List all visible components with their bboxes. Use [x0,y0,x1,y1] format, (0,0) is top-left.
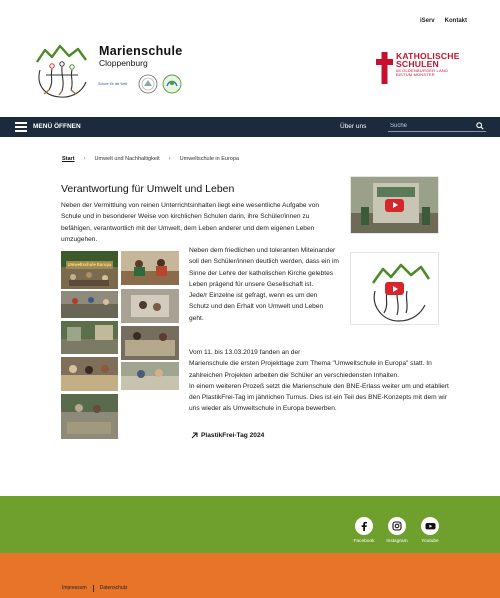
play-icon[interactable] [385,282,404,295]
facebook-link[interactable]: Facebook [349,517,379,544]
arrow-up-right-icon [191,432,198,439]
hamburger-icon[interactable] [15,122,27,132]
main-nav [0,117,500,137]
play-icon[interactable] [385,199,404,212]
gallery-photo[interactable] [121,326,179,360]
article-text-wrap [189,245,339,324]
about-us-link[interactable]: Über uns [340,123,367,130]
gallery-caption: Umweltschule Europa [67,262,112,267]
schule-fuer-die-welt-badge: Schule für die Welt [98,82,128,86]
iserv-link[interactable]: iServ [419,18,435,24]
school-name[interactable]: Marienschule [99,44,183,58]
datenschutz-link[interactable]: Datenschutz [99,585,128,591]
footer-divider [93,585,94,592]
gallery-photo[interactable] [121,251,179,285]
gallery-photo[interactable] [61,251,118,289]
video-thumbnail-1[interactable] [350,176,439,234]
search-icon[interactable] [476,122,484,130]
chevron-right-icon: › [168,156,171,162]
breadcrumb [62,156,239,162]
impressum-link[interactable]: Impressum [62,585,87,591]
paragraph-2: Jede/r Einzelne ist gefragt, wenn es um den Schutz und den Erhalt von Umwelt und Leben geht. [189,292,324,322]
paragraph-3a: Vom 11. bis 13.03.2019 fanden an der [189,349,301,356]
intro-text: Neben der Vermittlung von reinen Unterrichtsinhalten liegt eine wesentliche Aufgabe von Schule und in besonderer Weise von kirchlichen Schulen darin, ihre Schüler/innen zu befähigen, verantwortlich mit der Umwelt, dem Leben anderer und dem eigenen Leben umzugehen. [61,202,320,243]
katholische-schulen-logo[interactable]: KATHOLISCHE SCHULEN IM OLDENBURGER LAND BISTUM MÜNSTER [376,52,460,84]
footer-links [62,585,128,592]
chevron-right-icon: › [83,156,86,162]
paragraph-4: In einem weiteren Prozeß setzt die Marienschule den BNE-Erlass weiter um und etabliert den PlastikFrei-Tag im jährlichen Turnus. Dies ist ein Teil des BNE-Konzepts mit dem wir uns wieder als Umweltschule in Europa bewerben. [189,382,449,413]
search-input[interactable] [390,121,470,131]
gallery-photo[interactable] [61,291,118,318]
umweltschule-badge-icon [162,74,182,94]
plastikfrei-link[interactable] [191,432,264,439]
instagram-icon [392,521,402,531]
paragraph-1: Neben dem friedlichen und toleranten Miteinander soll den Schüler/innen deutlich werden, dass ein im Sinne der Lehre der katholischen Kirche gelebtes Leben prägend für unsere Gesellschaft ist. [189,247,339,288]
instagram-link[interactable]: Instagram [382,517,412,544]
school-logo-icon[interactable] [32,40,90,100]
breadcrumb-umwelt[interactable]: Umwelt und Nachhaltigkeit [94,156,160,162]
search-box [388,121,486,132]
plastikfrei-link-label: PlastikFrei-Tag 2024 [201,432,265,439]
youtube-link[interactable]: Youtube [415,517,445,544]
gallery-photo[interactable] [61,321,118,354]
cross-icon [376,52,393,84]
breadcrumb-current: Umweltschule in Europa [179,156,239,162]
school-city: Cloppenburg [99,58,148,68]
menu-open-button[interactable]: MENÜ ÖFFNEN [33,123,81,130]
partner-badges [98,74,182,94]
breadcrumb-start[interactable]: Start [62,156,75,162]
photo-gallery [61,251,179,439]
paragraph-3b: Marienschule die ersten Projekttage zum Thema "Umweltschule in Europa" statt. In zahlreichen Projekten arbeiten die Schüler an verschiedensten Inhalten. [189,360,432,379]
gallery-photo[interactable] [121,289,179,323]
article-text-full [189,347,449,415]
youtube-icon [425,521,436,531]
page-title: Verantwortung für Umwelt und Leben [61,183,235,195]
facebook-icon [359,521,369,531]
top-links [420,18,467,24]
kontakt-link[interactable]: Kontakt [444,18,467,24]
video-thumbnail-2[interactable] [350,252,439,325]
gallery-photo[interactable] [61,357,118,391]
gallery-photo[interactable] [61,394,118,439]
gallery-photo[interactable] [121,362,179,390]
seal-icon [138,74,158,94]
